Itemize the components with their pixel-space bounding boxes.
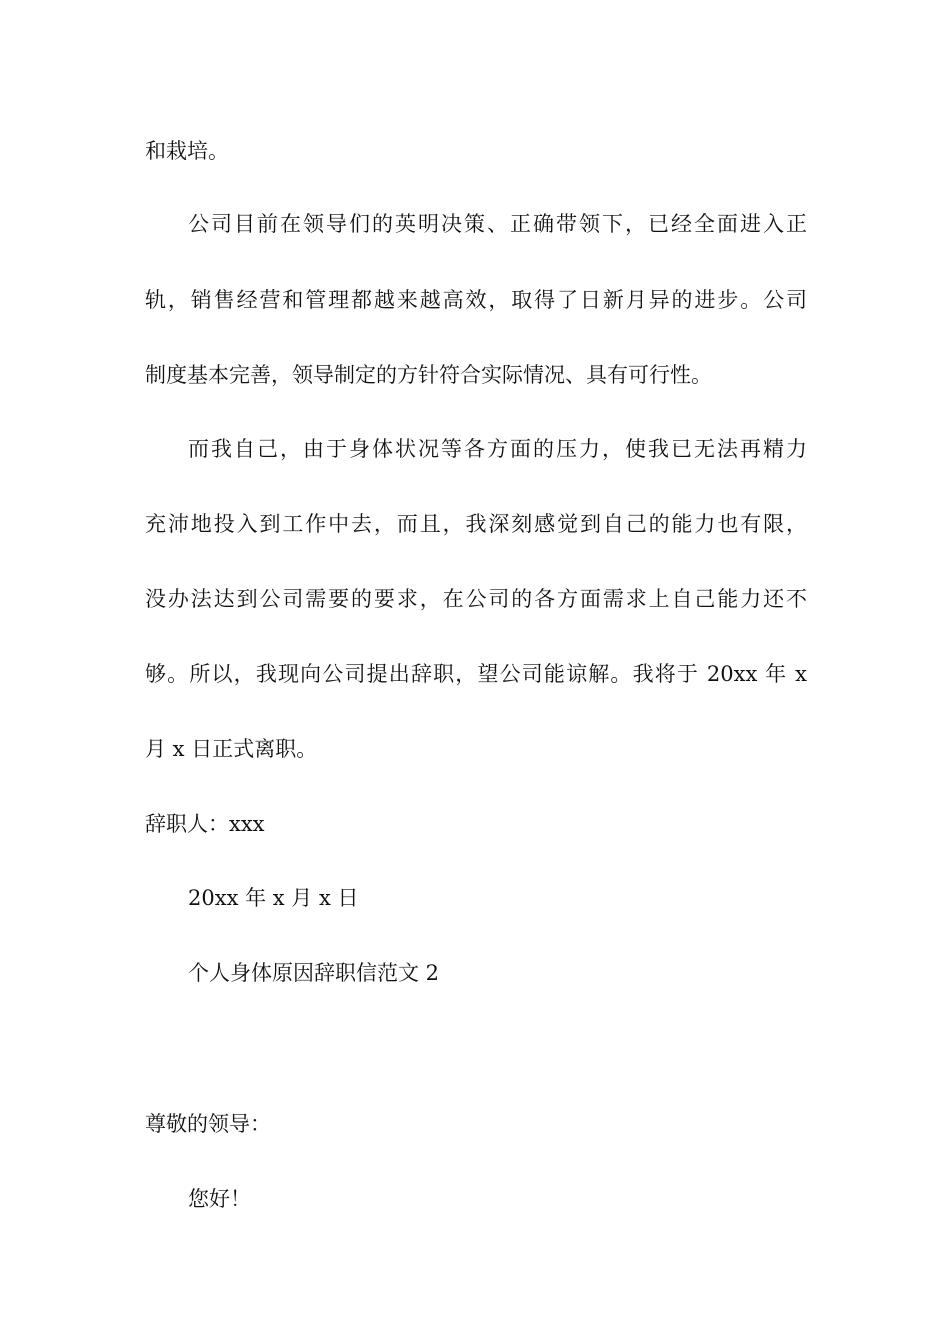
paragraph-3-line-1: 而我自己，由于身体状况等各方面的压力，使我已无法再精力	[188, 437, 807, 461]
date-line: 20xx 年 x 月 x 日	[188, 886, 359, 910]
paragraph-2-line-1: 公司目前在领导们的英明决策、正确带领下，已经全面进入正	[188, 212, 807, 236]
greeting: 您好！	[188, 1187, 251, 1211]
paragraph-3-line-3: 没办法达到公司需要的要求，在公司的各方面需求上自己能力还不	[145, 587, 807, 611]
paragraph-3-line-4: 够。所以，我现向公司提出辞职，望公司能谅解。我将于 20xx 年 x	[145, 662, 807, 686]
paragraph-2-line-3: 制度基本完善，领导制定的方针符合实际情况、具有可行性。	[145, 363, 712, 387]
salutation: 尊敬的领导：	[145, 1112, 271, 1136]
paragraph-3-line-2: 充沛地投入到工作中去，而且，我深刻感觉到自己的能力也有限，	[145, 512, 807, 536]
signature-line: 辞职人：xxx	[145, 812, 265, 836]
paragraph-1-line-1: 和栽培。	[145, 139, 229, 163]
paragraph-3-line-5: 月 x 日正式离职。	[145, 737, 318, 761]
next-letter-title: 个人身体原因辞职信范文 2	[188, 961, 440, 985]
paragraph-2-line-2: 轨，销售经营和管理都越来越高效，取得了日新月异的进步。公司	[145, 288, 807, 312]
